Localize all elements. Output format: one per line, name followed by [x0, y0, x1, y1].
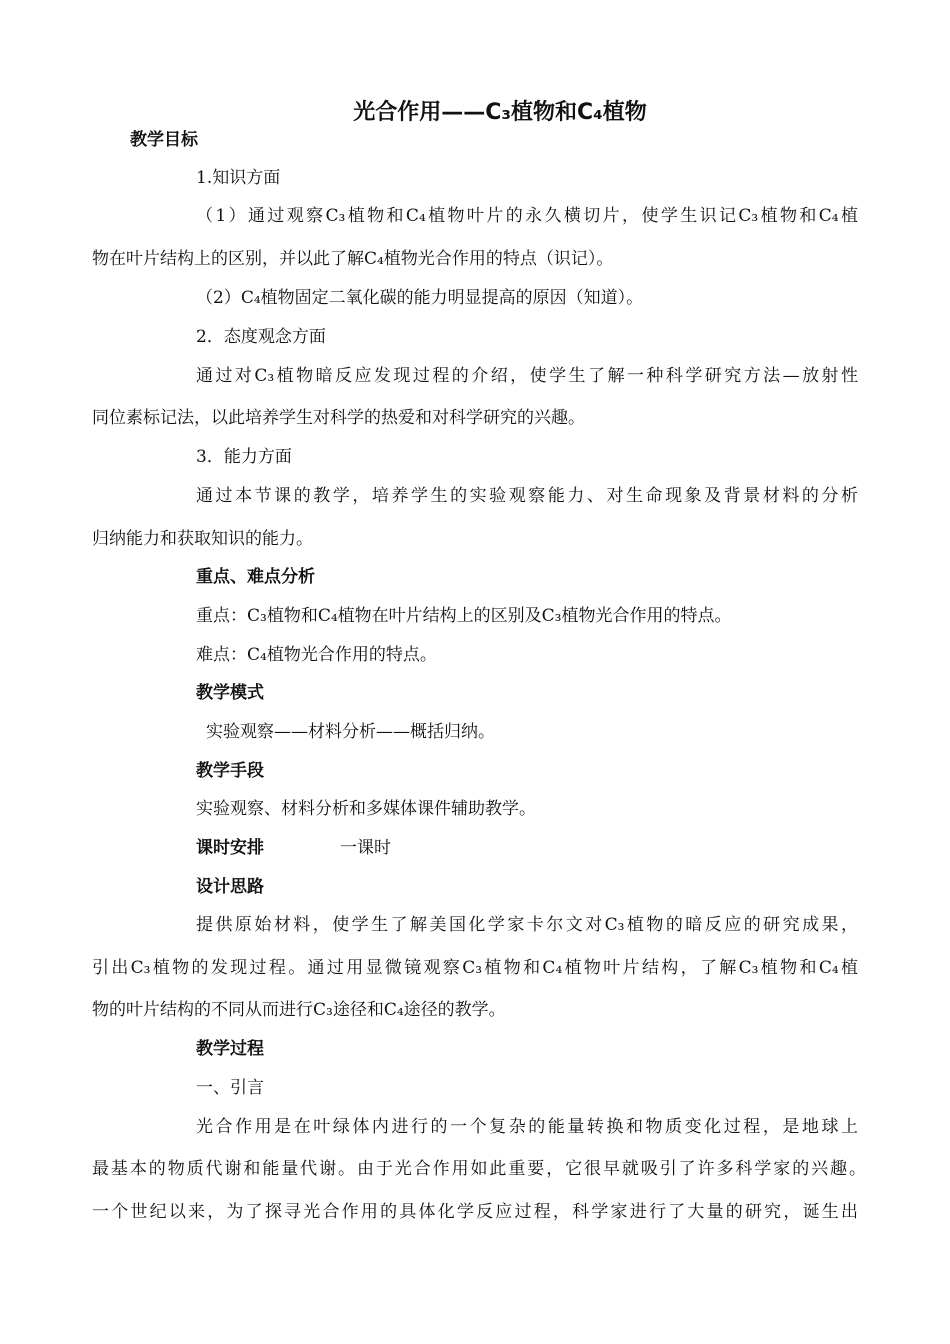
teaching-means-heading: 教学手段 [196, 761, 264, 781]
goals-heading: 教学目标 [130, 130, 198, 150]
difficult-point: 难点：C₄植物光合作用的特点。 [196, 645, 437, 665]
intro-line-2: 最基本的物质代谢和能量代谢。由于光合作用如此重要，它很早就吸引了许多科学家的兴趣。 [92, 1159, 866, 1179]
attitude-line-1: 通过对C₃植物暗反应发现过程的介绍，使学生了解一种科学研究方法—放射性 [196, 366, 858, 386]
intro-line-1: 光合作用是在叶绿体内进行的一个复杂的能量转换和物质变化过程，是地球上 [196, 1117, 858, 1137]
page-title: 光合作用——C₃植物和C₄植物 [353, 100, 647, 125]
teaching-means-text: 实验观察、材料分析和多媒体课件辅助教学。 [196, 799, 536, 819]
schedule-heading: 课时安排 [196, 838, 264, 858]
design-line-2: 引出C₃植物的发现过程。通过用显微镜观察C₃植物和C₄植物叶片结构，了解C₃植物和C₄植 [92, 958, 858, 978]
design-heading: 设计思路 [196, 877, 264, 897]
intro-line-3: 一个世纪以来，为了探寻光合作用的具体化学反应过程，科学家进行了大量的研究，诞生出 [92, 1202, 858, 1222]
ability-line-1: 通过本节课的教学，培养学生的实验观察能力、对生命现象及背景材料的分析 [196, 486, 858, 506]
design-line-3: 物的叶片结构的不同从而进行C₃途径和C₄途径的教学。 [92, 1000, 506, 1020]
attitude-heading: 2．态度观念方面 [196, 327, 326, 347]
teaching-mode-heading: 教学模式 [196, 683, 264, 703]
knowledge-heading: 1.知识方面 [196, 168, 281, 188]
ability-line-2: 归纳能力和获取知识的能力。 [92, 529, 313, 549]
process-heading: 教学过程 [196, 1039, 264, 1059]
key-point: 重点：C₃植物和C₄植物在叶片结构上的区别及C₃植物光合作用的特点。 [196, 606, 732, 626]
teaching-mode-text: 实验观察——材料分析——概括归纳。 [206, 722, 495, 742]
intro-heading: 一、引言 [196, 1078, 264, 1098]
schedule-text: 一课时 [340, 838, 391, 858]
design-line-1: 提供原始材料，使学生了解美国化学家卡尔文对C₃植物的暗反应的研究成果， [196, 915, 858, 935]
knowledge-item-1-line-2: 物在叶片结构上的区别，并以此了解C₄植物光合作用的特点（识记）。 [92, 249, 614, 269]
key-points-heading: 重点、难点分析 [196, 567, 315, 587]
ability-heading: 3．能力方面 [196, 447, 292, 467]
knowledge-item-1-line-1: （1）通过观察C₃植物和C₄植物叶片的永久横切片，使学生识记C₃植物和C₄植 [196, 206, 858, 226]
knowledge-item-2: （2）C₄植物固定二氧化碳的能力明显提高的原因（知道）。 [196, 288, 644, 308]
attitude-line-2: 同位素标记法，以此培养学生对科学的热爱和对科学研究的兴趣。 [92, 408, 585, 428]
